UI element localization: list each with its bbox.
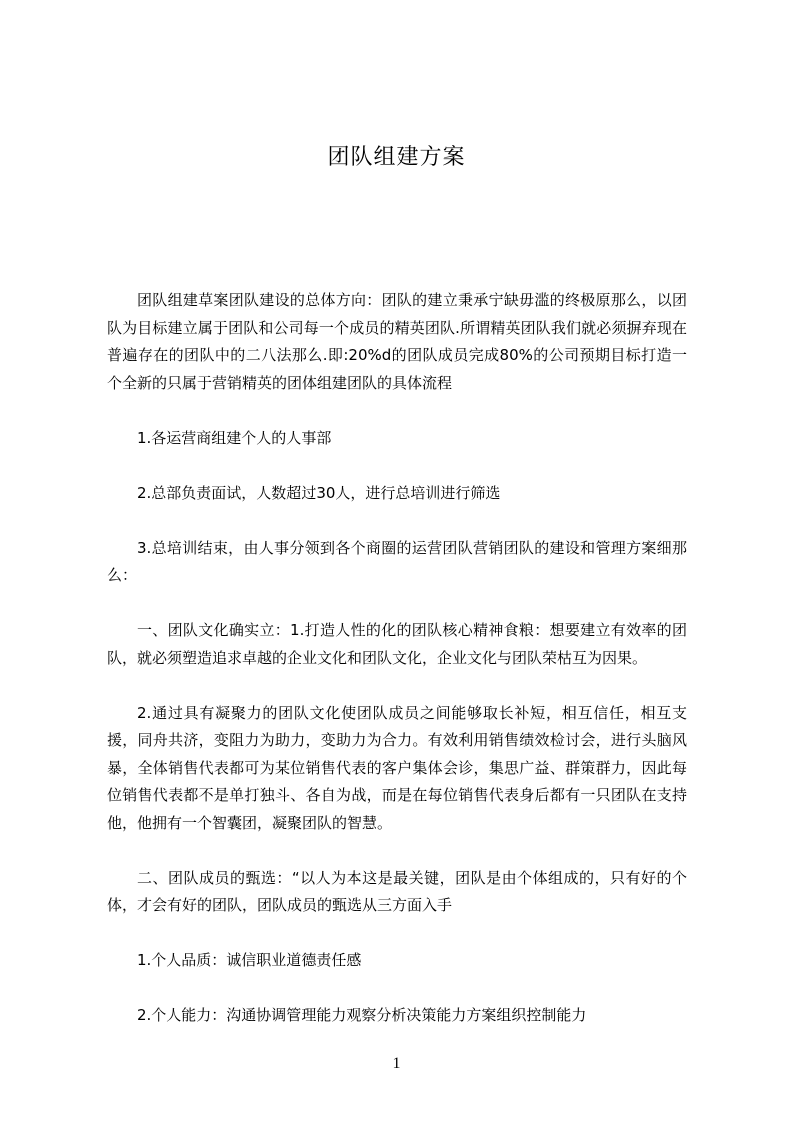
document-body [107, 287, 687, 1030]
intro-paragraph: 团队组建草案团队建设的总体方向：团队的建立秉承宁缺毋滥的终极原那么，以团队为目标建立属于团队和公司每一个成员的精英团队.所谓精英团队我们就必须摒弃现在普遍存在的团队中的二八法那么.即:20%d的团队成员完成80%的公司预期目标打造一个全新的只属于营销精英的团体组建团队的具体流程 [107, 291, 687, 392]
section-1-paragraph: 一、团队文化确实立：1.打造人性的化的团队核心精神食粮：想要建立有效率的团队，就必须塑造追求卓越的企业文化和团队文化，企业文化与团队荣枯互为因果。 [107, 621, 687, 667]
section-1-point-2-paragraph: 2.通过具有凝聚力的团队文化使团队成员之间能够取长补短，相互信任，相互支援，同舟共济，变阻力为助力，变助力为合力。有效利用销售绩效检讨会，进行头脑风暴，全体销售代表都可为某位销售代表的客户集体会诊，集思广益、群策群力，因此每位销售代表都不是单打独斗、各自为战，而是在每位销售代表身后都有一只团队在支持他，他拥有一个智囊团，凝聚团队的智慧。 [107, 703, 687, 832]
page-title: 团队组建方案 [327, 145, 466, 170]
section-2-paragraph: 二、团队成员的甄选：“以人为本这是最关键，团队是由个体组成的，只有好的个体，才会有好的团队，团队成员的甄选从三方面入手 [107, 868, 687, 914]
step-2-paragraph: 2.总部负责面试，人数超过30人，进行总培训进行筛选 [137, 483, 501, 502]
personal-ability-paragraph: 2.个人能力：沟通协调管理能力观察分析决策能力方案组织控制能力 [137, 1006, 587, 1024]
personal-quality-paragraph: 1.个人品质：诚信职业道德责任感 [137, 951, 362, 969]
step-3-paragraph: 3.总培训结束，由人事分领到各个商圈的运营团队营销团队的建设和管理方案细那么： [107, 538, 687, 584]
page-number: 1 [392, 1055, 401, 1072]
step-1-paragraph: 1.各运营商组建个人的人事部 [137, 428, 332, 447]
